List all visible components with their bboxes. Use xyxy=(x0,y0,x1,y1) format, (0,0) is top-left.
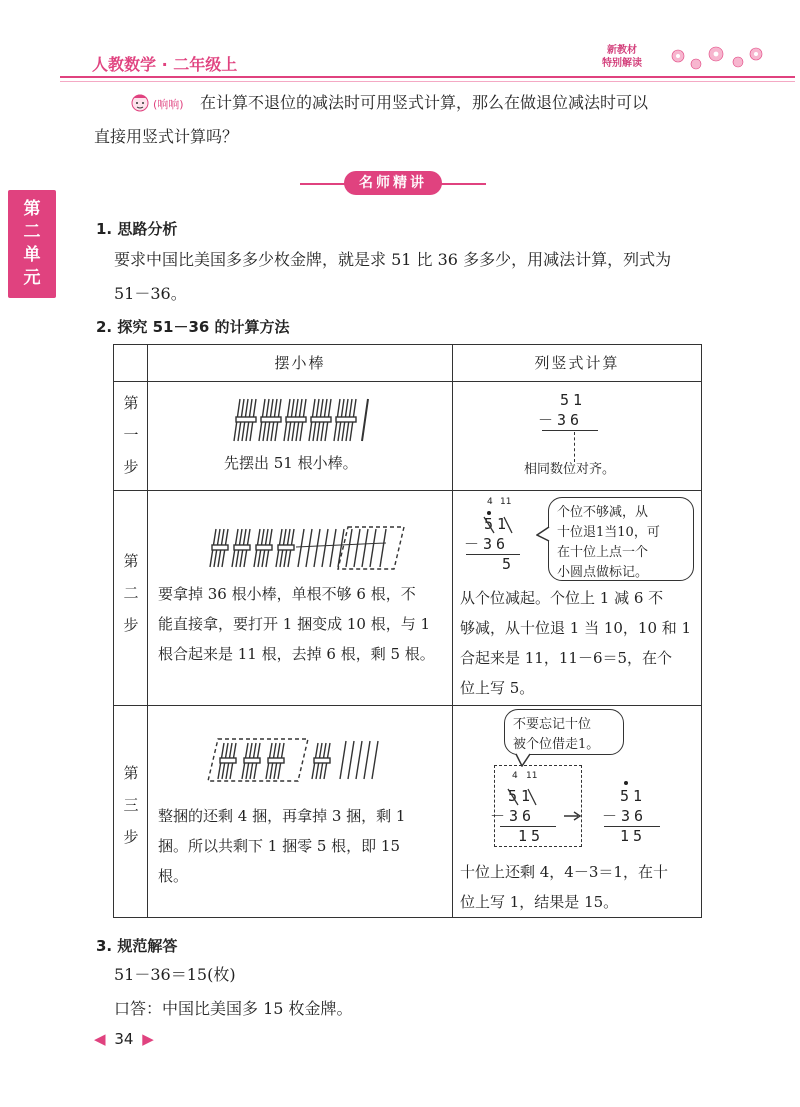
intro-line-2: 直接用竖式计算吗？ xyxy=(94,127,239,146)
bubble-line-3: 在十位上点一个 xyxy=(557,545,649,560)
step-2-explain-1: 从个位减起。个位上 1 减 6 不 xyxy=(460,589,664,607)
flower-decoration xyxy=(660,42,772,76)
bubble3-line-2: 被个位借走1。 xyxy=(513,737,600,752)
step-3-calc-sub: －36 xyxy=(490,807,536,825)
badge-line2: 特别解读 xyxy=(602,58,642,69)
page-number: 34 xyxy=(114,1030,134,1048)
step-2-speech-bubble xyxy=(548,497,694,581)
step-1-label xyxy=(114,387,148,483)
prev-arrow-icon: ◀ xyxy=(94,1030,106,1048)
arrow-icon xyxy=(564,811,584,821)
step-2-sticks-text-1: 要拿掉 36 根小棒，单根不够 6 根，不 xyxy=(158,585,416,603)
bubble-tail xyxy=(536,525,550,545)
method-table xyxy=(113,344,702,918)
step-3-calc-top: 51 xyxy=(508,787,535,805)
banner-label: 名师精讲 xyxy=(344,171,442,195)
edition-badge xyxy=(588,44,656,74)
next-arrow-icon: ▶ xyxy=(142,1030,154,1048)
bubble-line-2: 十位退1当10，可 xyxy=(557,525,660,540)
step-3-label-text: 第三步 xyxy=(123,764,139,846)
bubble-line-1: 个位不够减，从 xyxy=(557,505,649,520)
section-3-line-2: 口答：中国比美国多 15 枚金牌。 xyxy=(114,999,353,1018)
bubble3-line-1: 不要忘记十位 xyxy=(513,717,592,732)
banner-right-line xyxy=(440,183,486,185)
step-2-explain-4: 位上写 5。 xyxy=(460,679,535,697)
step-1-calc-sub: －36 xyxy=(538,411,584,429)
step-3-label xyxy=(114,757,148,853)
bundles-remaining xyxy=(204,735,414,785)
step-3-sticks-text-2: 捆。所以共剩下 1 捆零 5 根，即 15 xyxy=(158,837,401,855)
step-3-borrow-11: 11 xyxy=(526,771,538,781)
step-3-speech-bubble xyxy=(504,709,624,755)
step-2-calc-sub: －36 xyxy=(464,535,510,553)
intro-line-1: 在计算不退位的减法时可用竖式计算，那么在做退位减法时可以 xyxy=(200,93,649,112)
step-3-explain-1: 十位上还剩 4，4－3＝1，在十 xyxy=(460,863,668,881)
step-2-sticks-text-3: 根合起来是 11 根，去掉 6 根，剩 5 根。 xyxy=(158,645,435,663)
strike-marks-3 xyxy=(506,787,540,807)
step-3-calc2-result: 15 xyxy=(620,827,647,845)
col-header-vertical: 列竖式计算 xyxy=(534,354,620,372)
section-1-heading: 1. 思路分析 xyxy=(96,220,178,238)
step-1-calc-note: 相同数位对齐。 xyxy=(524,462,616,477)
borrow-dot-2 xyxy=(624,781,628,785)
section-1-line-1: 要求中国比美国多多少枚金牌，就是求 51 比 36 多多少，用减法计算，列式为 xyxy=(114,250,672,269)
strike-marks xyxy=(482,515,516,535)
header-rule-thin xyxy=(60,81,795,82)
speaker-name: (响响) xyxy=(153,98,184,111)
step-3-calc2-top: 51 xyxy=(620,787,647,805)
step-2-borrow-11: 11 xyxy=(500,497,512,507)
step-2-calc-top: 51 xyxy=(484,515,511,533)
step-3-sticks-text-3: 根。 xyxy=(158,867,189,885)
step-3-sticks-text-1: 整捆的还剩 4 捆，再拿掉 3 捆，剩 1 xyxy=(158,807,406,825)
section-2-heading: 2. 探究 51－36 的计算方法 xyxy=(96,318,290,336)
step-1-label-text: 第一步 xyxy=(123,394,139,476)
header-rule xyxy=(60,76,795,78)
step-3-calc2-sub: －36 xyxy=(602,807,648,825)
unit-side-tab xyxy=(8,190,56,298)
step-2-explain-3: 合起来是 11，11－6＝5，在个 xyxy=(460,649,673,667)
step-3-explain-2: 位上写 1，结果是 15。 xyxy=(460,893,619,911)
col-header-sticks: 摆小棒 xyxy=(274,354,326,372)
bundles-open-one xyxy=(208,525,408,571)
character-icon xyxy=(128,90,152,114)
step-3-borrow-4: 4 xyxy=(512,771,518,781)
unit-tab-label: 第二单元 xyxy=(23,199,41,288)
page-number-bar xyxy=(94,1030,154,1048)
section-1-line-2: 51－36。 xyxy=(114,284,187,303)
teacher-explain-banner xyxy=(300,171,486,197)
step-3-calc-result: 15 xyxy=(518,827,545,845)
bundles-51-sticks xyxy=(232,397,372,443)
step-2-label xyxy=(114,545,148,641)
step-2-label-text: 第二步 xyxy=(123,552,139,634)
section-3-line-1: 51－36＝15(枚) xyxy=(114,965,236,984)
step-1-calc-top: 51 xyxy=(560,391,587,409)
step-2-sticks-text-2: 能直接拿，要打开 1 捆变成 10 根，与 1 xyxy=(158,615,431,633)
section-3-heading: 3. 规范解答 xyxy=(96,937,178,955)
banner-left-line xyxy=(300,183,346,185)
step-2-calc-result: 5 xyxy=(502,555,516,573)
step-2-explain-2: 够减，从十位退 1 当 10，10 和 1 xyxy=(460,619,692,637)
badge-line1: 新教材 xyxy=(607,45,637,56)
step-1-sticks-text: 先摆出 51 根小棒。 xyxy=(224,454,358,472)
step-2-borrow-4: 4 xyxy=(487,497,493,507)
bubble-line-4: 小圆点做标记。 xyxy=(557,565,649,580)
book-title: 人教数学 · 二年级上 xyxy=(92,55,238,74)
